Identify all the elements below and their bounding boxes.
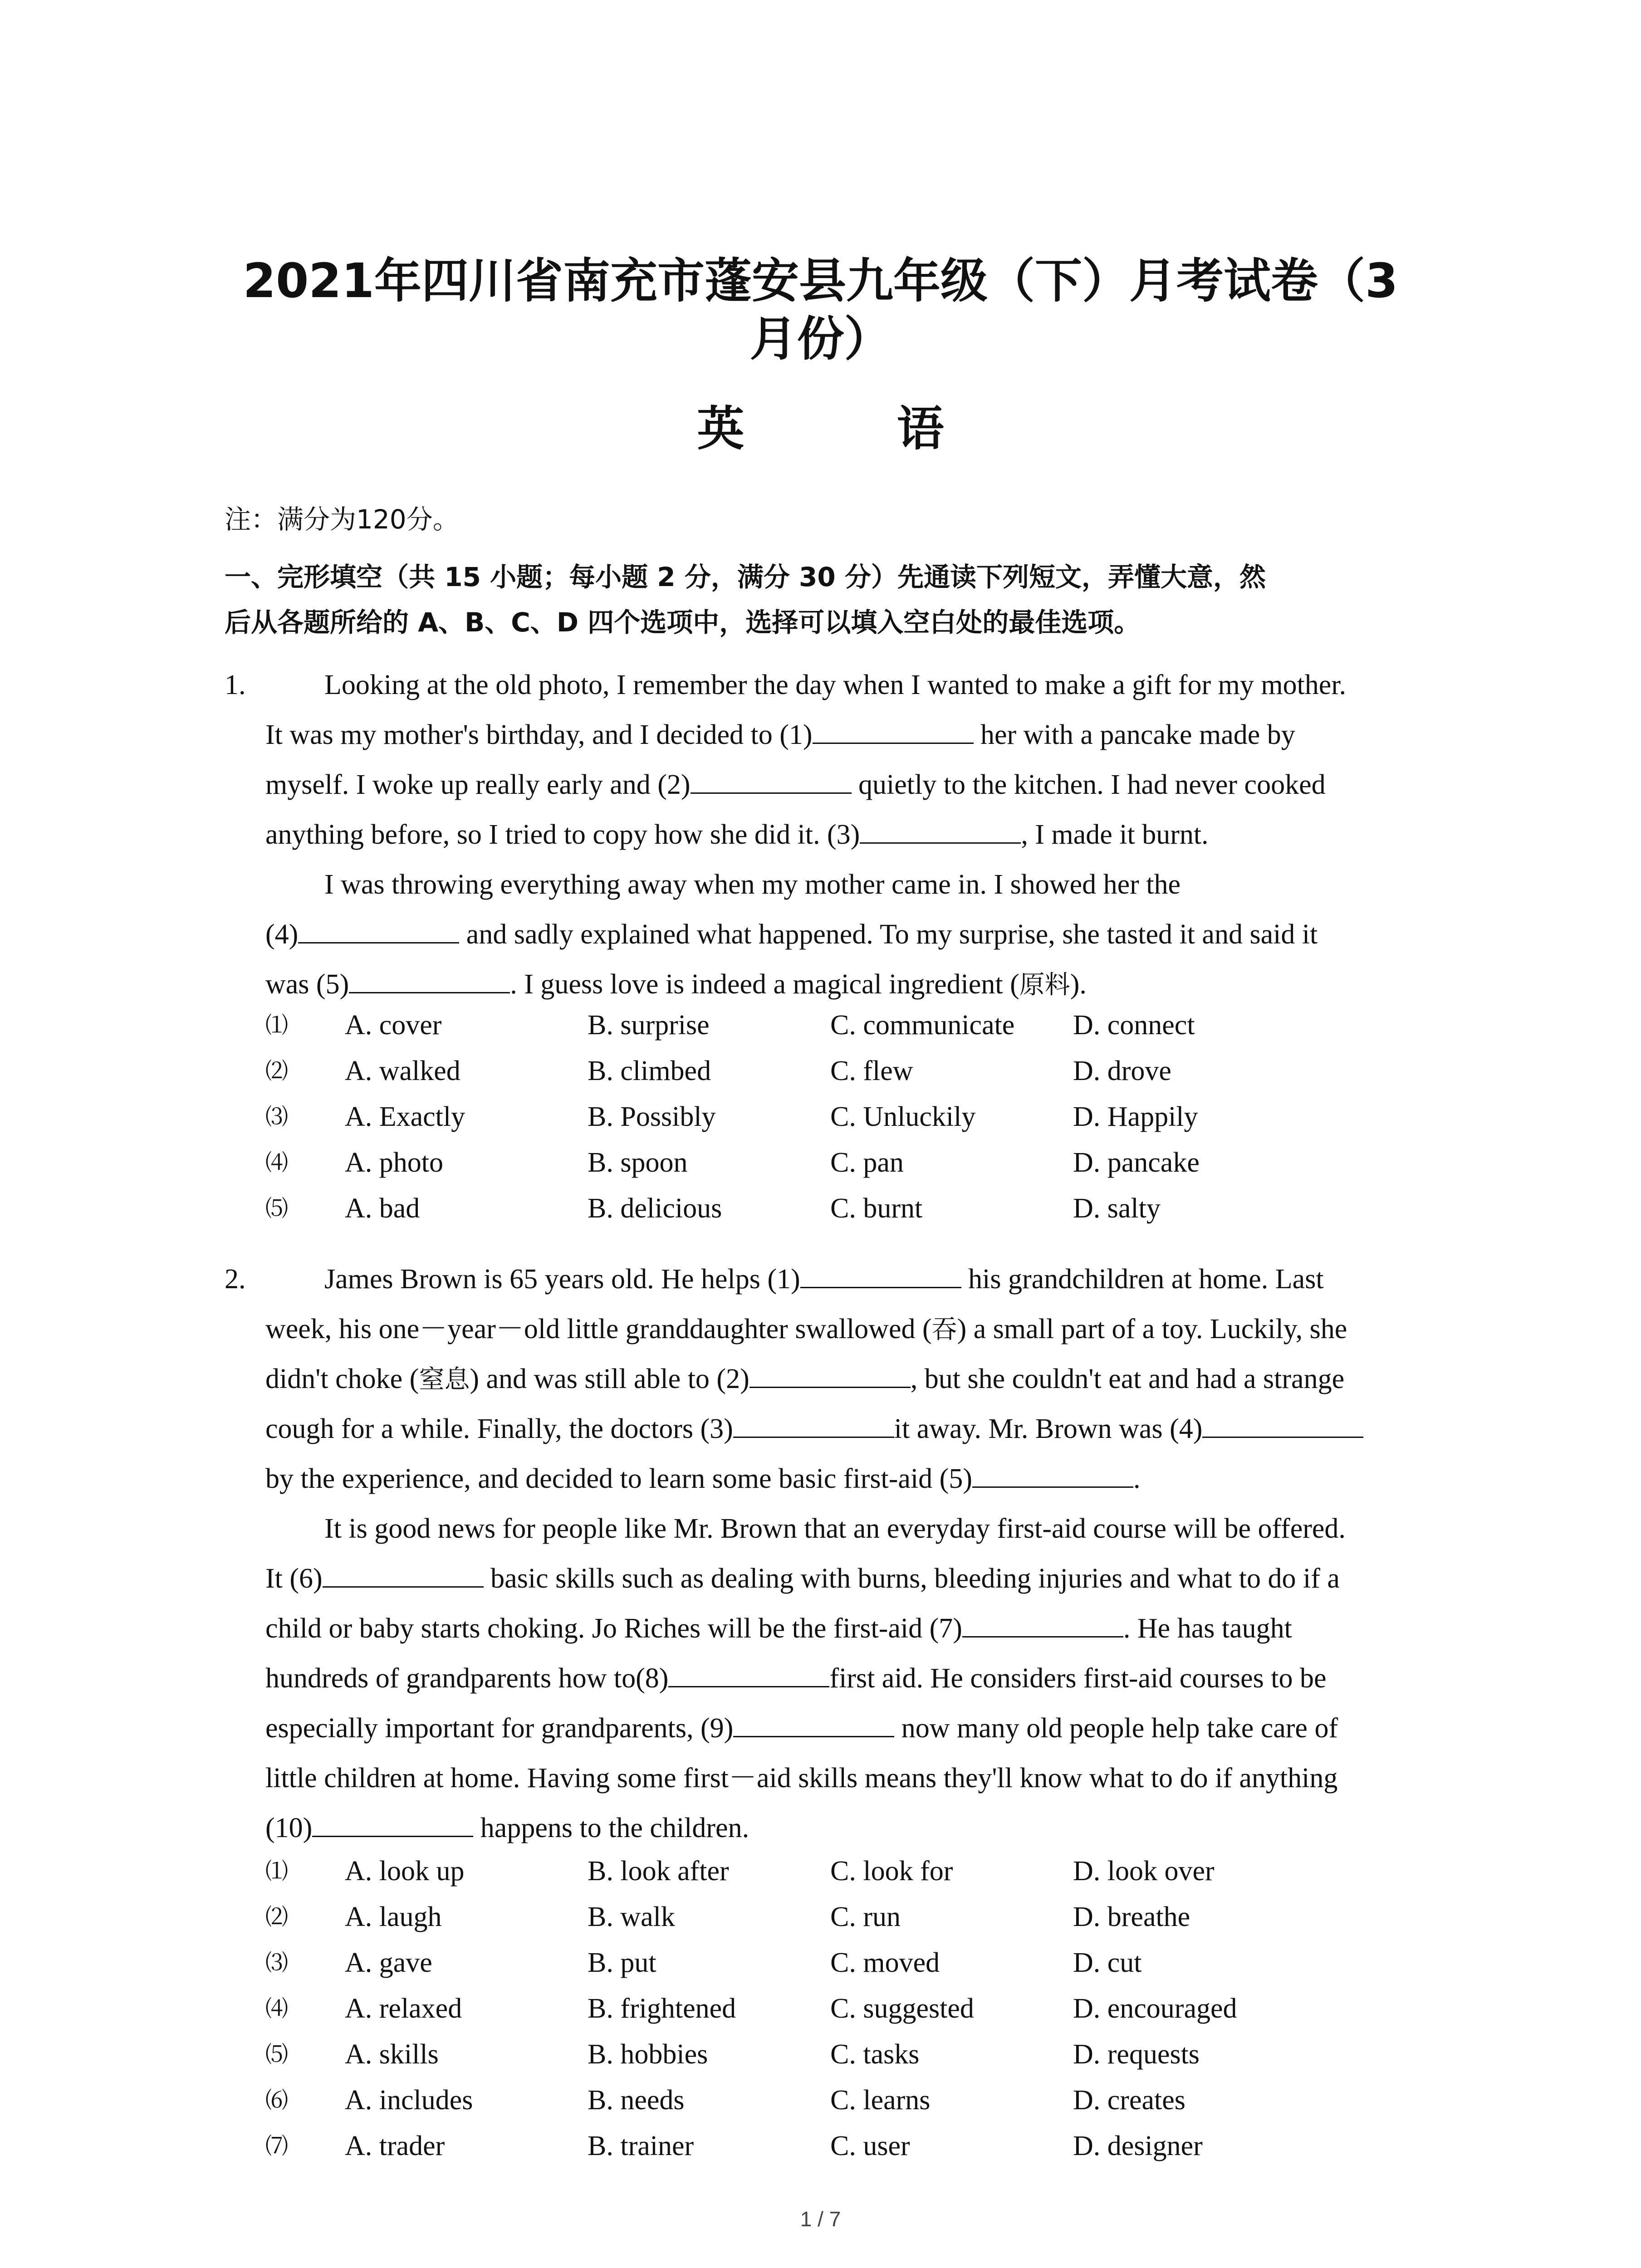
option-row bbox=[265, 2036, 1445, 2082]
subject-heading: 英 语 bbox=[697, 401, 1012, 456]
option-row bbox=[265, 1945, 1445, 1990]
text: didn't choke ( bbox=[265, 1364, 419, 1394]
passage-line bbox=[265, 1504, 1363, 1554]
option-row bbox=[265, 2128, 1445, 2174]
text: child or baby starts choking. Jo Riches will be the first-aid (7) bbox=[265, 1613, 962, 1644]
text: cough for a while. Finally, the doctors (3) bbox=[265, 1413, 733, 1444]
option-number: ⑵ bbox=[265, 1904, 288, 1930]
question-number-1: 1. bbox=[225, 670, 246, 700]
option-b[interactable]: B. spoon bbox=[588, 1147, 688, 1178]
option-c[interactable]: C. moved bbox=[830, 1947, 940, 1978]
answer-blank[interactable] bbox=[962, 1609, 1123, 1637]
passage-line bbox=[265, 1554, 1363, 1603]
option-b[interactable]: B. trainer bbox=[588, 2131, 694, 2161]
option-a[interactable]: A. includes bbox=[345, 2085, 473, 2116]
text: James Brown is 65 years old. He helps (1) bbox=[324, 1264, 800, 1295]
option-number: ⑶ bbox=[265, 1104, 288, 1130]
option-c[interactable]: C. suggested bbox=[830, 1993, 974, 2024]
text: . He has taught bbox=[1123, 1613, 1292, 1644]
option-a[interactable]: A. Exactly bbox=[345, 1101, 465, 1132]
passage-1 bbox=[265, 660, 1346, 1009]
text: ) and was still able to (2) bbox=[470, 1364, 749, 1394]
text: (10) bbox=[265, 1813, 313, 1843]
option-b[interactable]: B. surprise bbox=[588, 1010, 710, 1041]
title-line-1: 2021年四川省南充市蓬安县九年级（下）月考试卷（3 bbox=[243, 253, 1398, 308]
option-d[interactable]: D. designer bbox=[1073, 2131, 1203, 2161]
option-c[interactable]: C. flew bbox=[830, 1056, 913, 1086]
option-row bbox=[265, 1990, 1445, 2036]
passage-line bbox=[265, 1454, 1363, 1504]
text: it away. Mr. Brown was (4) bbox=[894, 1413, 1203, 1444]
passage-line bbox=[265, 909, 1346, 959]
option-number: ⑺ bbox=[265, 2133, 288, 2159]
passage-line bbox=[265, 860, 1346, 909]
text: basic skills such as dealing with burns, bleeding injuries and what to do if a bbox=[483, 1563, 1340, 1594]
passage-line bbox=[265, 1254, 1363, 1304]
passage-line bbox=[265, 1653, 1363, 1703]
option-c[interactable]: C. look for bbox=[830, 1856, 953, 1887]
question-number-2: 2. bbox=[225, 1264, 246, 1295]
option-b[interactable]: B. climbed bbox=[588, 1056, 711, 1086]
option-row bbox=[265, 1144, 1445, 1190]
passage-line bbox=[265, 660, 1346, 710]
option-b[interactable]: B. look after bbox=[588, 1856, 729, 1887]
option-b[interactable]: B. walk bbox=[588, 1901, 675, 1932]
answer-blank[interactable] bbox=[298, 915, 459, 943]
text: , but she couldn't eat and had a strange bbox=[910, 1364, 1345, 1394]
option-a[interactable]: A. walked bbox=[345, 1056, 460, 1086]
option-d[interactable]: D. breathe bbox=[1073, 1901, 1190, 1932]
title-line-2: 月份） bbox=[749, 311, 892, 367]
answer-blank[interactable] bbox=[972, 1459, 1133, 1488]
answer-blank[interactable] bbox=[1202, 1409, 1363, 1438]
option-a[interactable]: A. bad bbox=[345, 1193, 420, 1224]
text: , I made it burnt. bbox=[1021, 819, 1209, 850]
option-d[interactable]: D. requests bbox=[1073, 2039, 1200, 2070]
option-b[interactable]: B. delicious bbox=[588, 1193, 722, 1224]
option-d[interactable]: D. connect bbox=[1073, 1010, 1195, 1041]
option-c[interactable]: C. run bbox=[830, 1901, 901, 1932]
option-d[interactable]: D. cut bbox=[1073, 1947, 1142, 1978]
answer-blank[interactable] bbox=[323, 1559, 484, 1588]
options-1 bbox=[265, 1007, 1445, 1236]
option-c[interactable]: C. burnt bbox=[830, 1193, 923, 1224]
option-row bbox=[265, 2082, 1445, 2128]
text: anything before, so I tried to copy how she did it. (3) bbox=[265, 819, 860, 850]
text: myself. I woke up really early and (2) bbox=[265, 769, 691, 800]
page-title bbox=[209, 252, 1432, 368]
text: especially important for grandparents, (9) bbox=[265, 1713, 734, 1744]
option-row bbox=[265, 1899, 1445, 1945]
text: little children at home. Having some first－aid skills means they'll know what to do if anything bbox=[265, 1763, 1338, 1794]
text: week, his one－year－old little granddaughter swallowed ( bbox=[265, 1314, 932, 1344]
option-c[interactable]: C. communicate bbox=[830, 1010, 1015, 1041]
text: first aid. He considers first-aid courses to be bbox=[829, 1663, 1327, 1694]
option-d[interactable]: D. creates bbox=[1073, 2085, 1185, 2116]
instruction-line-2: 后从各题所给的 A、B、C、D 四个选项中，选择可以填入空白处的最佳选项。 bbox=[225, 607, 1141, 638]
text: his grandchildren at home. Last bbox=[961, 1264, 1324, 1295]
passage-line bbox=[265, 1703, 1363, 1753]
option-number: ⑷ bbox=[265, 1149, 288, 1176]
answer-blank[interactable] bbox=[733, 1709, 894, 1737]
text: . I guess love is indeed a magical ingredient ( bbox=[510, 969, 1019, 1000]
option-a[interactable]: A. photo bbox=[345, 1147, 443, 1178]
option-d[interactable]: D. drove bbox=[1073, 1056, 1171, 1086]
text: It was my mother's birthday, and I decided to (1) bbox=[265, 719, 813, 750]
option-number: ⑸ bbox=[265, 1195, 288, 1222]
option-a[interactable]: A. cover bbox=[345, 1010, 442, 1041]
option-b[interactable]: B. frightened bbox=[588, 1993, 736, 2024]
answer-blank[interactable] bbox=[733, 1409, 894, 1438]
passage-line bbox=[265, 1404, 1363, 1454]
score-note: 注：满分为120分。 bbox=[225, 504, 459, 535]
passage-line bbox=[265, 1803, 1363, 1853]
text: ). bbox=[1070, 969, 1087, 1000]
option-row bbox=[265, 1099, 1445, 1144]
text: by the experience, and decided to learn some basic first-aid (5) bbox=[265, 1463, 972, 1494]
text: and sadly explained what happened. To my surprise, she tasted it and said it bbox=[459, 919, 1318, 950]
passage-line bbox=[265, 1354, 1363, 1404]
option-number: ⑹ bbox=[265, 2087, 288, 2113]
text: hundreds of grandparents how to(8) bbox=[265, 1663, 669, 1694]
option-a[interactable]: A. gave bbox=[345, 1947, 432, 1978]
option-d[interactable]: D. encouraged bbox=[1073, 1993, 1237, 2024]
section-instructions bbox=[225, 554, 1450, 645]
option-c[interactable]: C. Unluckily bbox=[830, 1101, 976, 1132]
option-number: ⑸ bbox=[265, 2041, 288, 2068]
passage-line bbox=[265, 710, 1346, 760]
option-number: ⑷ bbox=[265, 1995, 288, 2022]
passage-2 bbox=[265, 1254, 1363, 1853]
text: happens to the children. bbox=[473, 1813, 749, 1843]
answer-blank[interactable] bbox=[749, 1359, 911, 1388]
answer-blank[interactable] bbox=[349, 965, 510, 993]
gloss-text: 窒息 bbox=[419, 1365, 470, 1394]
text: It is good news for people like Mr. Brown that an everyday first-aid course will be offered. bbox=[324, 1513, 1346, 1544]
answer-blank[interactable] bbox=[312, 1809, 473, 1837]
option-a[interactable]: A. relaxed bbox=[345, 1993, 462, 2024]
option-c[interactable]: C. user bbox=[830, 2131, 910, 2161]
option-d[interactable]: D. salty bbox=[1073, 1193, 1161, 1224]
option-a[interactable]: A. laugh bbox=[345, 1901, 442, 1932]
option-number: ⑴ bbox=[265, 1012, 288, 1038]
option-d[interactable]: D. look over bbox=[1073, 1856, 1215, 1887]
page-number: 1 / 7 bbox=[800, 2207, 841, 2231]
gloss-text: 原料 bbox=[1019, 970, 1070, 1000]
option-row bbox=[265, 1007, 1445, 1053]
text: . bbox=[1133, 1463, 1141, 1494]
text: now many old people help take care of bbox=[894, 1713, 1338, 1744]
gloss-text: 吞 bbox=[931, 1315, 957, 1344]
text: was (5) bbox=[265, 969, 349, 1000]
option-c[interactable]: C. pan bbox=[830, 1147, 904, 1178]
passage-line bbox=[265, 1753, 1363, 1803]
option-a[interactable]: A. trader bbox=[345, 2131, 445, 2161]
option-d[interactable]: D. Happily bbox=[1073, 1101, 1198, 1132]
answer-blank[interactable] bbox=[813, 715, 974, 744]
passage-line bbox=[265, 1603, 1363, 1653]
option-row bbox=[265, 1190, 1445, 1236]
option-number: ⑵ bbox=[265, 1058, 288, 1084]
option-number: ⑶ bbox=[265, 1950, 288, 1976]
option-a[interactable]: A. look up bbox=[345, 1856, 465, 1887]
text: her with a pancake made by bbox=[973, 719, 1295, 750]
passage-line bbox=[265, 959, 1346, 1009]
option-b[interactable]: B. put bbox=[588, 1947, 656, 1978]
option-b[interactable]: B. Possibly bbox=[588, 1101, 716, 1132]
option-a[interactable]: A. skills bbox=[345, 2039, 439, 2070]
passage-line bbox=[265, 1304, 1363, 1354]
passage-line bbox=[265, 810, 1346, 860]
text: It (6) bbox=[265, 1563, 323, 1594]
answer-blank[interactable] bbox=[668, 1659, 829, 1687]
answer-blank[interactable] bbox=[860, 815, 1021, 844]
text: ) a small part of a toy. Luckily, she bbox=[957, 1314, 1347, 1344]
option-number: ⑴ bbox=[265, 1858, 288, 1884]
option-c[interactable]: C. tasks bbox=[830, 2039, 920, 2070]
text: I was throwing everything away when my mother came in. I showed her the bbox=[324, 869, 1181, 900]
option-row bbox=[265, 1053, 1445, 1099]
answer-blank[interactable] bbox=[691, 765, 852, 794]
text: (4) bbox=[265, 919, 299, 950]
option-d[interactable]: D. pancake bbox=[1073, 1147, 1200, 1178]
options-2 bbox=[265, 1853, 1445, 2174]
option-c[interactable]: C. learns bbox=[830, 2085, 931, 2116]
instruction-line-1: 一、完形填空（共 15 小题；每小题 2 分，满分 30 分）先通读下列短文，弄懂大意，然 bbox=[225, 562, 1266, 592]
option-b[interactable]: B. needs bbox=[588, 2085, 685, 2116]
passage-line bbox=[265, 760, 1346, 810]
text: quietly to the kitchen. I had never cooked bbox=[851, 769, 1326, 800]
option-b[interactable]: B. hobbies bbox=[588, 2039, 708, 2070]
answer-blank[interactable] bbox=[800, 1260, 961, 1288]
option-row bbox=[265, 1853, 1445, 1899]
text: Looking at the old photo, I remember the day when I wanted to make a gift for my mother. bbox=[324, 670, 1347, 700]
